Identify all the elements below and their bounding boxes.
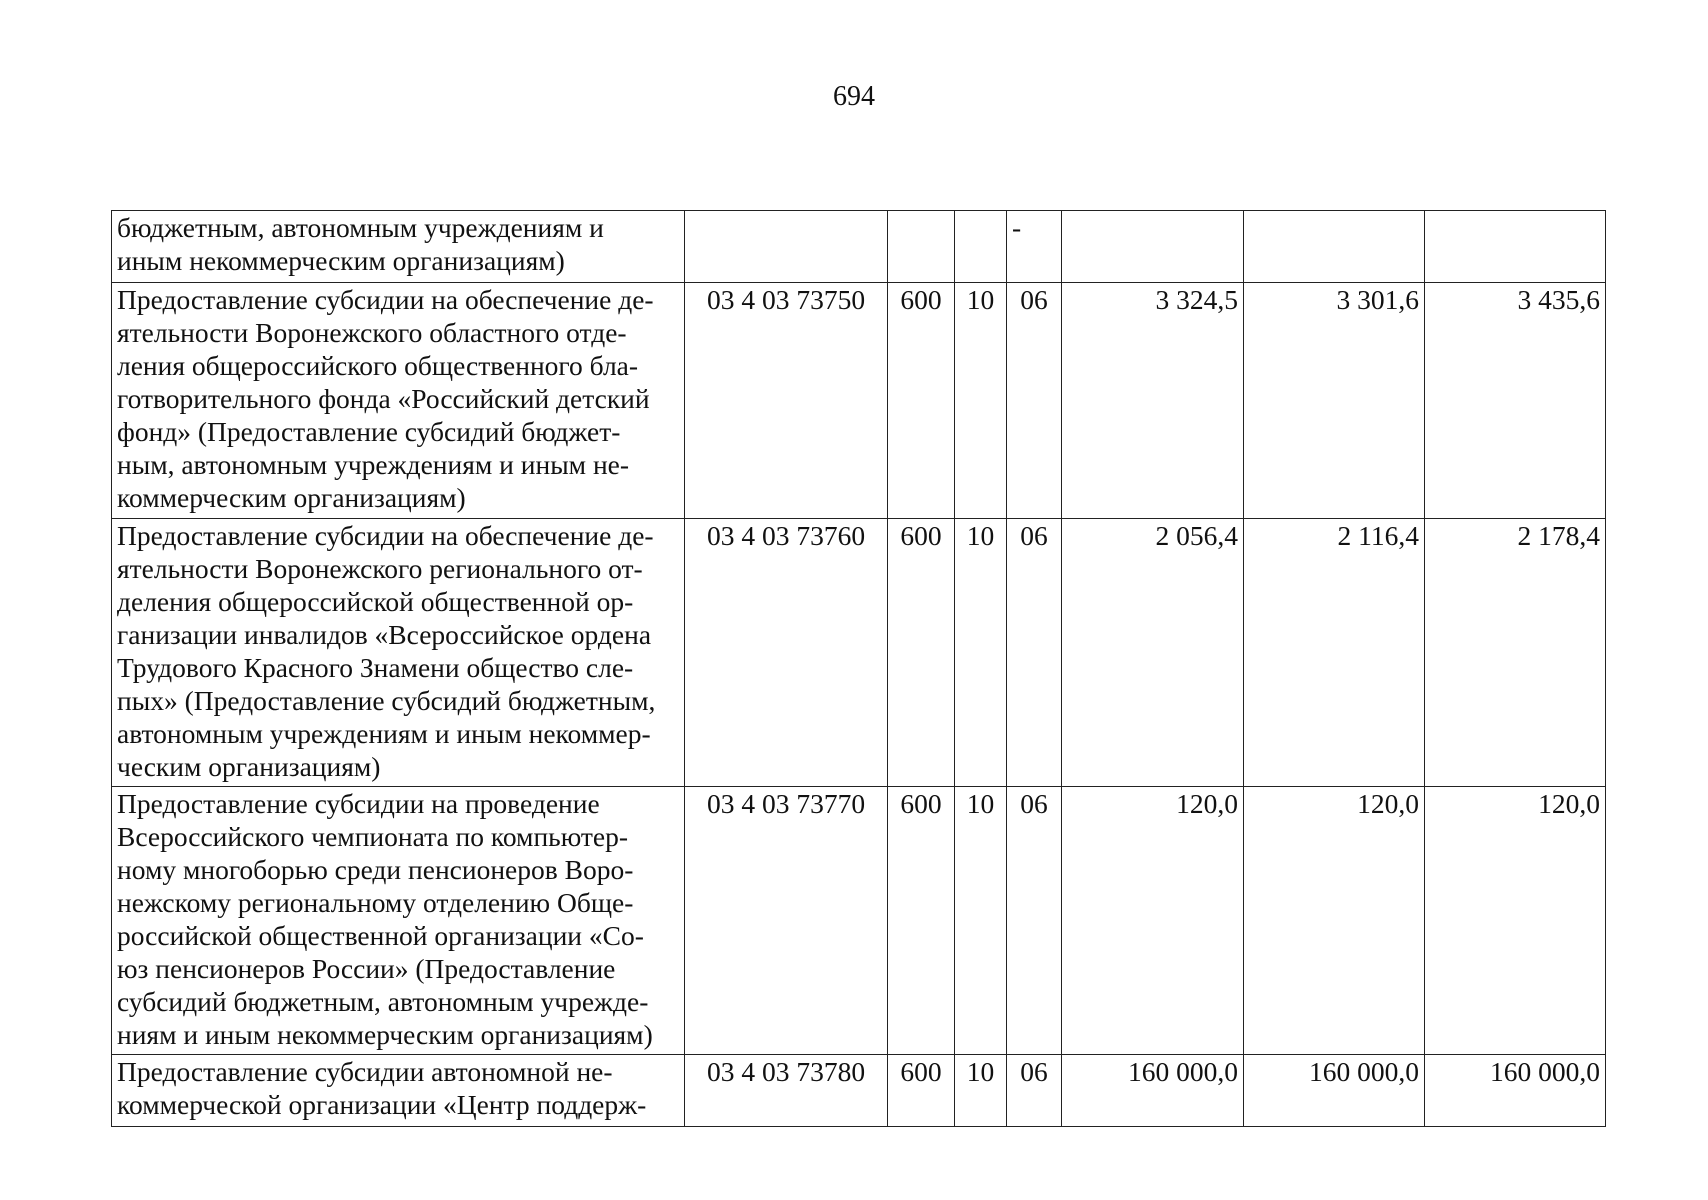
- vr-cell: [888, 211, 955, 283]
- csr-cell: 03 4 03 73750: [685, 283, 888, 519]
- csr-cell: 03 4 03 73760: [685, 519, 888, 787]
- name-line: ятельности Воронежского регионального от-: [117, 553, 643, 584]
- year3-value: 160 000,0: [1425, 1055, 1606, 1127]
- year1-value: 160 000,0: [1062, 1055, 1244, 1127]
- name-line: ному многоборью среди пенсионеров Воро-: [117, 854, 634, 885]
- year1-value: 3 324,5: [1062, 283, 1244, 519]
- csr-cell: 03 4 03 73780: [685, 1055, 888, 1127]
- name-line: бюджетным, автономным учреждениям и: [117, 212, 604, 243]
- year1-value: [1062, 211, 1244, 283]
- name-line: юз пенсионеров России» (Предоставление: [117, 953, 616, 984]
- name-line: Предоставление субсидии автономной не-: [117, 1056, 613, 1087]
- name-line: готворительного фонда «Российский детский: [117, 383, 650, 414]
- name-line: фонд» (Предоставление субсидий бюджет-: [117, 416, 621, 447]
- csr-cell: [685, 211, 888, 283]
- name-line: Трудового Красного Знамени общество сле-: [117, 652, 634, 683]
- name-line: ческим организациям): [117, 751, 381, 782]
- rz-cell: [955, 211, 1007, 283]
- name-line: ным, автономным учреждениям и иным не-: [117, 449, 630, 480]
- rz-cell: 10: [955, 283, 1007, 519]
- name-line: иным некоммерческим организациям): [117, 245, 565, 276]
- name-line: ятельности Воронежского областного отде-: [117, 317, 627, 348]
- name-line: ганизации инвалидов «Всероссийское ордена: [117, 619, 652, 650]
- name-line: автономным учреждениям и иным некоммер-: [117, 718, 651, 749]
- year2-value: 3 301,6: [1244, 283, 1425, 519]
- name-line: российской общественной организации «Со-: [117, 920, 644, 951]
- vr-cell: 600: [888, 1055, 955, 1127]
- csr-cell: 03 4 03 73770: [685, 787, 888, 1055]
- year3-value: 120,0: [1425, 787, 1606, 1055]
- table-row: [112, 283, 1606, 519]
- row-name-cell: [112, 787, 685, 1055]
- pr-cell: 06: [1007, 787, 1062, 1055]
- year2-value: 160 000,0: [1244, 1055, 1425, 1127]
- table-row: [112, 787, 1606, 1055]
- name-line: коммерческой организации «Центр поддерж-: [117, 1089, 647, 1120]
- budget-table: [111, 210, 1606, 1127]
- name-line: пых» (Предоставление субсидий бюджетным,: [117, 685, 656, 716]
- page-number: 694: [833, 81, 875, 112]
- name-line: ления общероссийского общественного бла-: [117, 350, 639, 381]
- name-line: деления общероссийской общественной ор-: [117, 586, 634, 617]
- name-line: Предоставление субсидии на обеспечение де-: [117, 284, 654, 315]
- row-name-cell: [112, 1055, 685, 1127]
- name-line: Предоставление субсидии на проведение: [117, 788, 600, 819]
- vr-cell: 600: [888, 283, 955, 519]
- table-row: [112, 519, 1606, 787]
- vr-cell: 600: [888, 519, 955, 787]
- year2-value: 120,0: [1244, 787, 1425, 1055]
- year3-value: [1425, 211, 1606, 283]
- year1-value: 2 056,4: [1062, 519, 1244, 787]
- pr-cell: 06: [1007, 283, 1062, 519]
- table-row: [112, 211, 1606, 283]
- year3-value: 3 435,6: [1425, 283, 1606, 519]
- name-line: нежскому региональному отделению Обще-: [117, 887, 634, 918]
- name-line: субсидий бюджетным, автономным учрежде-: [117, 986, 649, 1017]
- year1-value: 120,0: [1062, 787, 1244, 1055]
- year3-value: 2 178,4: [1425, 519, 1606, 787]
- pr-cell: -: [1007, 211, 1062, 283]
- pr-cell: 06: [1007, 1055, 1062, 1127]
- name-line: Всероссийского чемпионата по компьютер-: [117, 821, 629, 852]
- name-line: Предоставление субсидии на обеспечение де-: [117, 520, 654, 551]
- name-line: ниям и иным некоммерческим организациям): [117, 1019, 653, 1050]
- row-name-cell: [112, 519, 685, 787]
- rz-cell: 10: [955, 1055, 1007, 1127]
- year2-value: 2 116,4: [1244, 519, 1425, 787]
- row-name-cell: [112, 283, 685, 519]
- name-line: коммерческим организациям): [117, 482, 466, 513]
- rz-cell: 10: [955, 519, 1007, 787]
- row-name-cell: [112, 211, 685, 283]
- vr-cell: 600: [888, 787, 955, 1055]
- rz-cell: 10: [955, 787, 1007, 1055]
- pr-cell: 06: [1007, 519, 1062, 787]
- table-row: [112, 1055, 1606, 1127]
- year2-value: [1244, 211, 1425, 283]
